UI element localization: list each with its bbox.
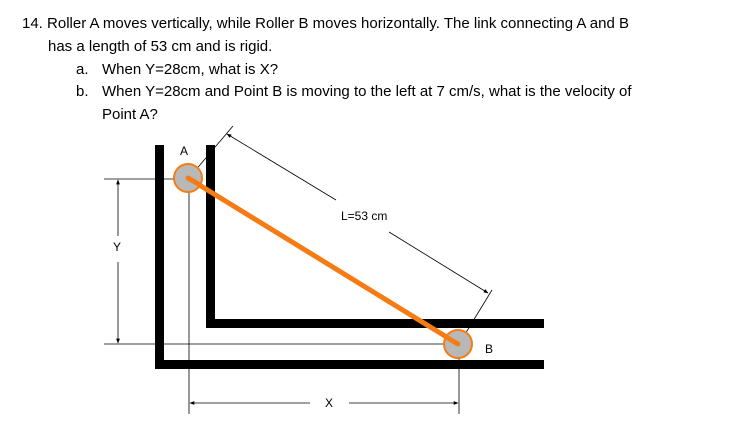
part-b-text-cont: Point A?	[102, 106, 158, 123]
problem-statement-1: Roller A moves vertically, while Roller B moves horizontally. The link connecting A and B	[47, 15, 629, 32]
label-roller-a: A	[180, 144, 189, 158]
left-inner-wall	[206, 145, 215, 328]
part-b-text: When Y=28cm and Point B is moving to the left at 7 cm/s, what is the velocity of	[102, 83, 632, 100]
label-length: L=53 cm	[341, 209, 388, 223]
part-a-marker: a.	[76, 61, 89, 78]
l-dim-lower	[389, 232, 488, 293]
label-y: Y	[113, 240, 122, 254]
l-dim-upper	[227, 134, 336, 200]
problem-statement-2: has a length of 53 cm and is rigid.	[48, 38, 273, 55]
bottom-inner-wall	[206, 319, 544, 328]
bottom-outer-wall	[155, 360, 544, 369]
part-b-marker: b.	[76, 83, 89, 100]
part-a-text: When Y=28cm, what is X?	[102, 61, 279, 78]
problem-number: 14.	[22, 15, 43, 32]
label-x: X	[325, 396, 334, 410]
label-roller-b: B	[485, 342, 494, 356]
